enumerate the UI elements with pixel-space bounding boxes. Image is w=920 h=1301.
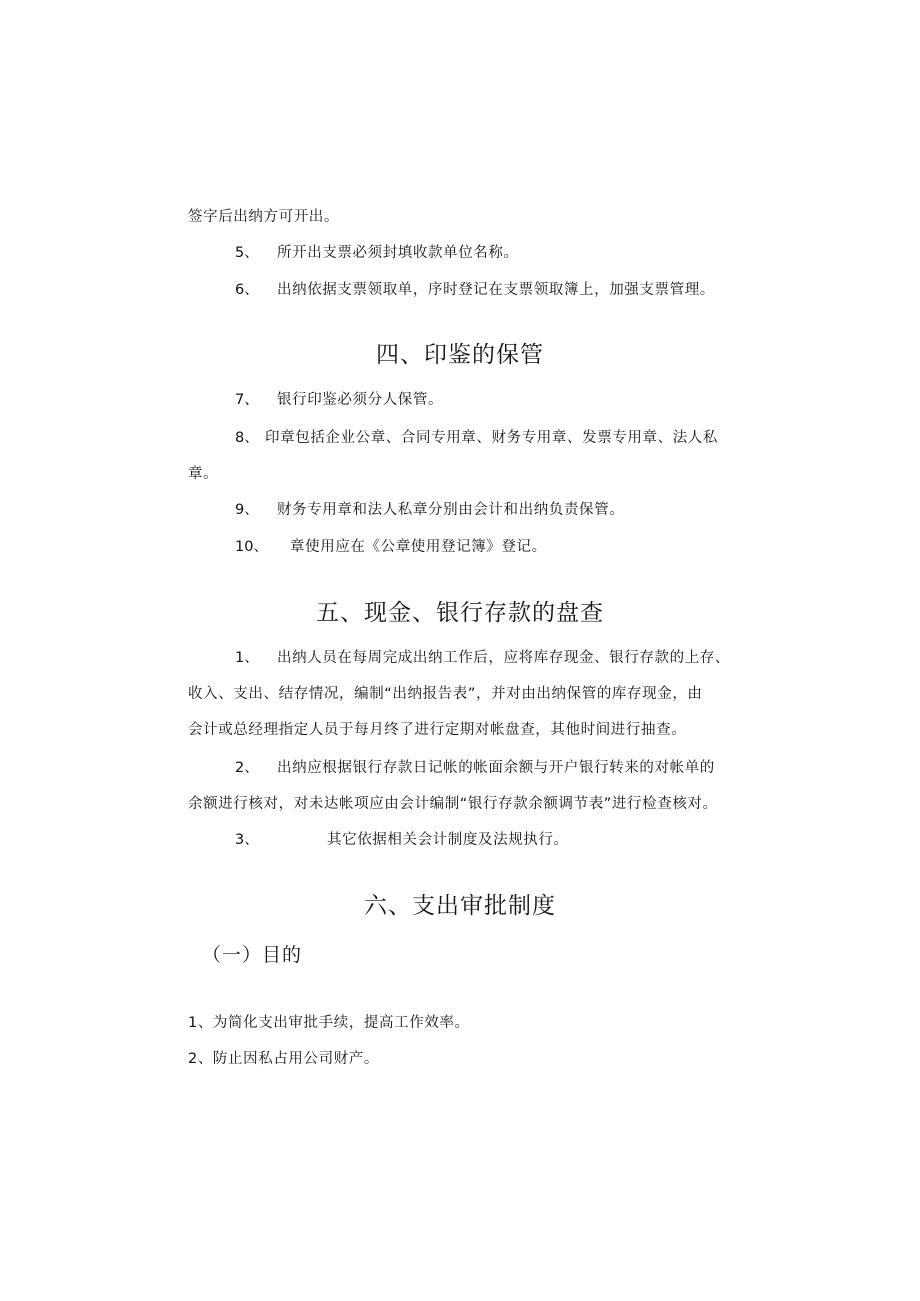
item-number: 8、	[235, 430, 259, 446]
item-text: 出纳应根据银行存款日记帐的帐面余额与开户银行转来的对帐单的	[277, 760, 715, 776]
item-text: 出纳人员在每周完成出纳工作后，应将库存现金、银行存款的上存、	[277, 650, 730, 666]
item-text: 银行印鉴必须分人保管。	[277, 392, 444, 408]
section-heading-5: 五、现金、银行存款的盘查	[316, 600, 604, 626]
item-number: 5、	[235, 245, 259, 261]
list-item: 2、防止因私占用公司财产。	[188, 1051, 380, 1067]
item-text: 财务专用章和法人私章分别由会计和出纳负责保管。	[277, 502, 625, 518]
item-text-continuation: 章。	[188, 466, 219, 482]
item-text-continuation: 会计或总经理指定人员于每月终了进行定期对帐盘查，其他时间进行抽查。	[188, 722, 687, 738]
item-number: 1、	[235, 650, 259, 666]
item-number: 10、	[235, 539, 268, 555]
item-text: 印章包括企业公章、合同专用章、财务专用章、发票专用章、法人私	[265, 430, 718, 446]
section-heading-4: 四、印鉴的保管	[376, 342, 544, 368]
item-text-continuation: 收入、支出、结存情况，编制“出纳报告表”，并对由出纳保管的库存现金，由	[188, 686, 703, 702]
item-number: 3、	[235, 832, 259, 848]
item-text: 所开出支票必须封填收款单位名称。	[277, 245, 519, 261]
item-number: 7、	[235, 392, 259, 408]
item-text: 其它依据相关会计制度及法规执行。	[327, 832, 569, 848]
item-text-continuation: 余额进行核对，对未达帐项应由会计编制“银行存款余额调节表”进行检查核对。	[188, 796, 718, 812]
item-text: 出纳依据支票领取单，序时登记在支票领取簿上，加强支票管理。	[277, 282, 715, 298]
item-number: 6、	[235, 282, 259, 298]
paragraph-continuation: 签字后出纳方可开出。	[188, 209, 339, 225]
list-item: 1、为简化支出审批手续，提高工作效率。	[188, 1015, 470, 1031]
item-number: 2、	[235, 760, 259, 776]
subsection-heading: （一）目的	[202, 944, 303, 966]
item-text: 章使用应在《公章使用登记簿》登记。	[290, 539, 547, 555]
section-heading-6: 六、支出审批制度	[364, 893, 556, 919]
item-number: 9、	[235, 502, 259, 518]
